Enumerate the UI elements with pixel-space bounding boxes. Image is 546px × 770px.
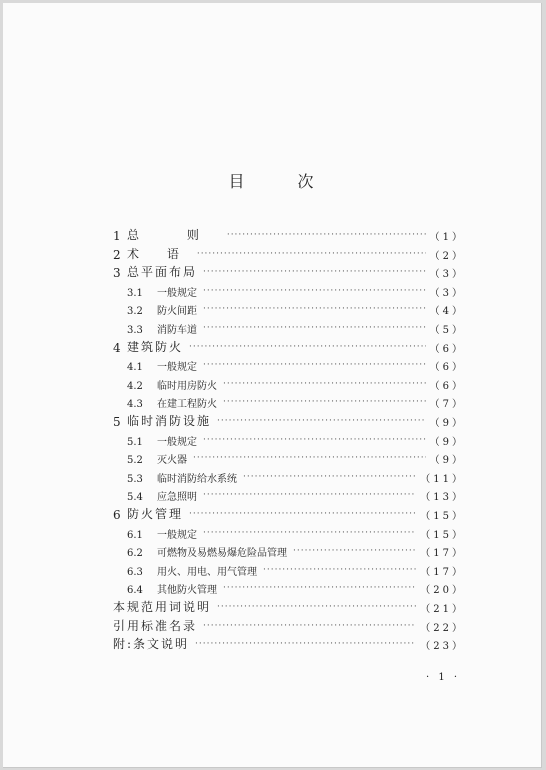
- toc-entry-label: 一般规定: [157, 436, 197, 448]
- page-number: · 1 ·: [426, 672, 461, 683]
- toc-entry-page: （21）: [420, 604, 465, 615]
- toc-entry-number: 6.1: [127, 529, 143, 541]
- toc-entry-page: （20）: [420, 585, 465, 597]
- dot-leader: [217, 601, 416, 613]
- toc-entry: [113, 318, 465, 336]
- toc-entry: [113, 467, 465, 485]
- page-title: 目 次: [228, 172, 338, 191]
- toc-entry-label: 用火、用电、用气管理: [157, 566, 257, 578]
- dot-leader: [189, 508, 416, 520]
- toc-entry-page: （7）: [429, 399, 465, 411]
- toc-entry-page: （6）: [429, 343, 465, 355]
- toc-entry-label: 一般规定: [157, 529, 197, 541]
- toc-entry-number: 4.3: [127, 399, 143, 411]
- toc-entry: [113, 523, 465, 541]
- toc-entry: [113, 485, 465, 503]
- toc-entry-page: （1）: [429, 232, 465, 243]
- toc-entry-page: （4）: [429, 306, 465, 318]
- toc-entry-number: 1: [113, 229, 121, 243]
- toc-entry-number: 5.1: [127, 436, 143, 448]
- toc-entry: [113, 299, 465, 317]
- dot-leader: [203, 527, 416, 539]
- toc-entry-page: （23）: [420, 641, 465, 653]
- dot-leader: [293, 545, 416, 557]
- toc-entry-number: 6.3: [127, 566, 143, 578]
- toc-entry-page: （9）: [429, 418, 465, 429]
- toc-entry-label: 临时消防给水系统: [157, 473, 237, 485]
- toc-entry-number: 3.2: [127, 306, 143, 318]
- toc-entry: [113, 225, 465, 243]
- toc-entry-label: 应急照明: [157, 492, 197, 504]
- dot-leader: [203, 434, 426, 446]
- dot-leader: [197, 248, 426, 260]
- toc-entry: [113, 392, 465, 410]
- toc-entry-page: （9）: [429, 436, 465, 448]
- toc-entry-page: （6）: [429, 380, 465, 392]
- dot-leader: [223, 582, 416, 594]
- toc-entry: [113, 374, 465, 392]
- toc-entry: [113, 448, 465, 466]
- toc-entry: [113, 281, 465, 299]
- toc-entry-page: （11）: [420, 473, 465, 485]
- dot-leader: [243, 471, 416, 483]
- dot-leader: [263, 564, 416, 576]
- toc-entry-label: 临时消防设施: [127, 414, 212, 428]
- toc-entry-number: 4: [113, 340, 121, 355]
- dot-leader: [203, 359, 426, 371]
- toc-entry-page: （9）: [429, 455, 465, 467]
- toc-entry-number: 4.1: [127, 362, 143, 374]
- toc-entry-number: 5.4: [127, 492, 143, 504]
- toc-entry-page: （6）: [429, 362, 465, 374]
- toc-entry-label: 本规范用词说明: [113, 600, 212, 614]
- toc-entry-number: 6: [113, 508, 121, 522]
- toc-entry-label: 附:条文说明: [113, 637, 190, 652]
- toc-entry: [113, 337, 465, 355]
- toc-entry-page: （2）: [429, 250, 465, 262]
- dot-leader: [203, 266, 426, 278]
- dot-leader: [195, 638, 416, 650]
- toc-entry: [113, 411, 465, 429]
- dot-leader: [217, 415, 426, 427]
- toc-entry-label: 在建工程防火: [157, 399, 217, 411]
- toc-entry-number: 3.1: [127, 287, 143, 299]
- toc-entry-label: 灭火器: [157, 455, 187, 467]
- dot-leader: [203, 620, 416, 632]
- dot-leader: [189, 341, 426, 353]
- dot-leader: [203, 322, 426, 334]
- toc-entry-label: 一般规定: [157, 362, 197, 374]
- toc-entry-label: 引用标准名录: [113, 618, 198, 633]
- toc-entry-page: （3）: [429, 287, 465, 299]
- toc-entry-number: 3.3: [127, 325, 143, 336]
- toc-entry: [113, 504, 465, 522]
- toc-entry-label: 总 则: [127, 228, 221, 242]
- toc-entry-number: 3: [113, 266, 121, 281]
- toc-entry-page: （3）: [429, 269, 465, 281]
- toc-entry-number: 5: [113, 415, 121, 429]
- toc-entry-label: 防火管理: [127, 507, 184, 521]
- toc-entry: [113, 541, 465, 559]
- toc-entry: [113, 597, 465, 615]
- toc-entry-number: 2: [113, 247, 121, 262]
- toc-entry-label: 防火间距: [157, 306, 197, 318]
- dot-leader: [203, 489, 416, 501]
- toc-entry-label: 建筑防火: [127, 339, 184, 354]
- toc-entry: [113, 616, 465, 634]
- toc-entry-page: （22）: [420, 622, 465, 634]
- toc-entry-page: （15）: [420, 529, 465, 541]
- toc-entry-label: 其他防火管理: [157, 585, 217, 597]
- toc-entry-page: （17）: [420, 548, 465, 560]
- toc-entry-label: 术 语: [127, 246, 191, 261]
- toc-entry-label: 总平面布局: [127, 265, 198, 280]
- toc-entry-label: 一般规定: [157, 287, 197, 299]
- dot-leader: [227, 229, 426, 241]
- toc-entry-number: 5.2: [127, 455, 143, 467]
- toc-entry-label: 消防车道: [157, 325, 197, 336]
- toc-entry-number: 4.2: [127, 380, 143, 392]
- toc-entry-label: 可燃物及易燃易爆危险品管理: [157, 548, 287, 560]
- toc-entry-page: （17）: [420, 566, 465, 578]
- toc-entry: [113, 355, 465, 373]
- toc-entry: [113, 560, 465, 578]
- dot-leader: [203, 303, 426, 315]
- dot-leader: [193, 452, 426, 464]
- document-page: [3, 3, 542, 768]
- toc-entry: [113, 262, 465, 280]
- toc-entry-page: （15）: [420, 511, 465, 522]
- toc-entry-number: 6.4: [127, 585, 143, 597]
- toc-entry: [113, 430, 465, 448]
- dot-leader: [223, 378, 426, 390]
- toc-entry: [113, 578, 465, 596]
- toc-entry-page: （5）: [429, 325, 465, 336]
- toc-entry-number: 5.3: [127, 473, 143, 485]
- toc-entry: [113, 244, 465, 262]
- dot-leader: [223, 396, 426, 408]
- toc-entry-page: （13）: [420, 492, 465, 504]
- toc-entry: [113, 634, 465, 652]
- toc-entry-label: 临时用房防火: [157, 380, 217, 392]
- toc-entry-number: 6.2: [127, 548, 143, 560]
- dot-leader: [203, 285, 426, 297]
